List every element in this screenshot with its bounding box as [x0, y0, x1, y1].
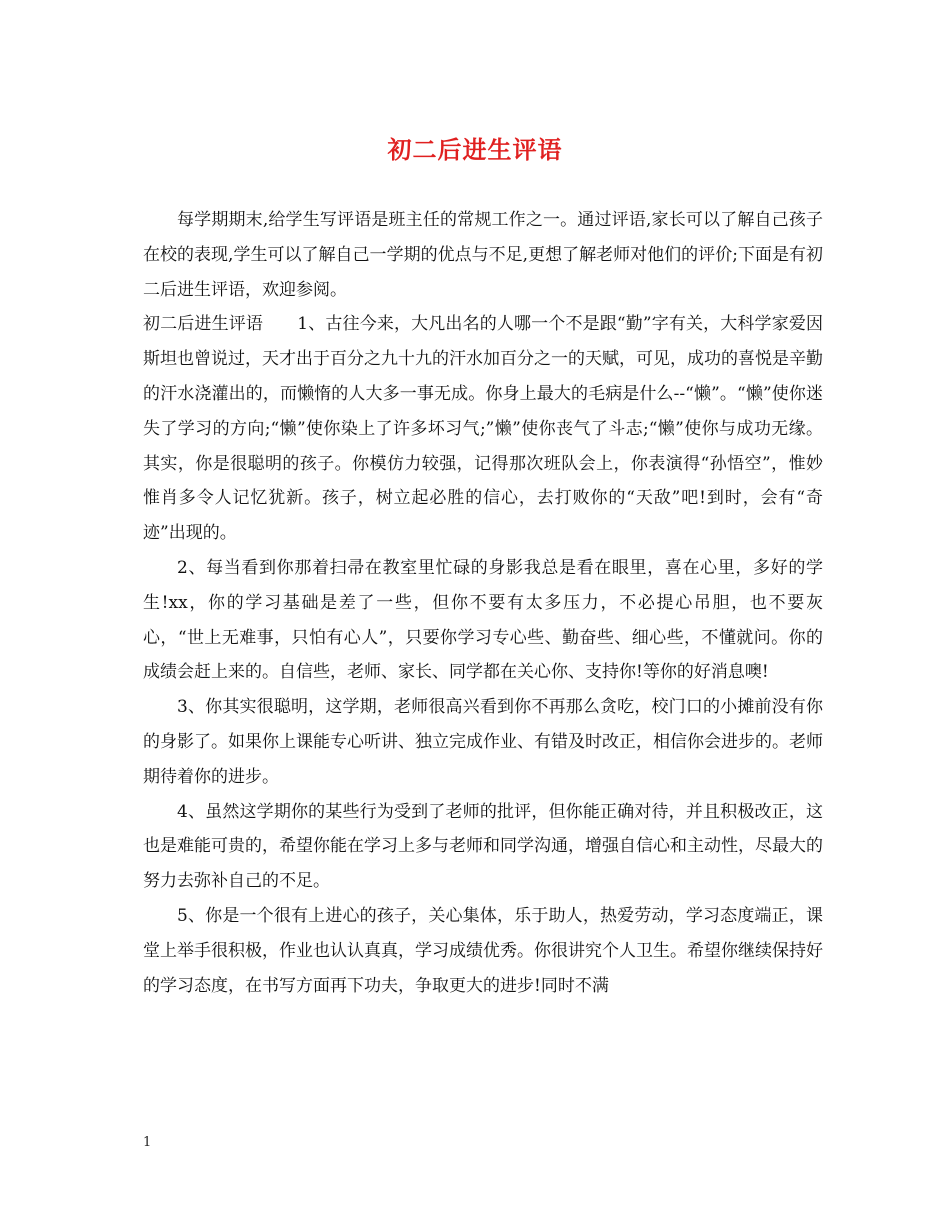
document-body	[143, 203, 823, 1003]
paragraph-comment-2: 2、每当看到你那着扫帚在教室里忙碌的身影我总是看在眼里，喜在心里，多好的学生!xx，你的学习基础是差了一些，但你不要有太多压力，不必提心吊胆，也不要灰心，“世上无难事，只怕有心人”，只要你学习专心些、勤奋些、细心些，不懂就问。你的成绩会赶上来的。自信些，老师、家长、同学都在关心你、支持你!等你的好消息噢!	[143, 557, 823, 683]
page-number: 1	[143, 1135, 152, 1150]
document-title: 初二后进生评语	[387, 135, 563, 164]
paragraph-intro: 每学期期末,给学生写评语是班主任的常规工作之一。通过评语,家长可以了解自己孩子在校的表现,学生可以了解自己一学期的优点与不足,更想了解老师对他们的评价;下面是有初二后进生评语，欢迎参阅。	[143, 210, 823, 300]
paragraph-comment-1: 初二后进生评语 1、古往今来，大凡出名的人哪一个不是跟“勤”字有关，大科学家爱因斯坦也曾说过，天才出于百分之九十九的汗水加百分之一的天赋，可见，成功的喜悦是辛勤的汗水浇灌出的，而懒惰的人大多一事无成。你身上最大的毛病是什么--“懒”。“懒”使你迷失了学习的方向;“懒”使你染上了许多坏习气;”懒”使你丧气了斗志;“懒”使你与成功无缘。其实，你是很聪明的孩子。你模仿力较强，记得那次班队会上，你表演得“孙悟空”，惟妙惟肖多令人记忆犹新。孩子，树立起必胜的信心，去打败你的“天敌”吧!到时，会有“奇迹”出现的。	[143, 314, 823, 544]
paragraph-comment-3: 3、你其实很聪明，这学期，老师很高兴看到你不再那么贪吃，校门口的小摊前没有你的身影了。如果你上课能专心听讲、独立完成作业、有错及时改正，相信你会进步的。老师期待着你的进步。	[143, 697, 823, 787]
paragraph-comment-4: 4、虽然这学期你的某些行为受到了老师的批评，但你能正确对待，并且积极改正，这也是难能可贵的，希望你能在学习上多与老师和同学沟通，增强自信心和主动性，尽最大的努力去弥补自己的不足。	[143, 801, 823, 892]
paragraph-comment-5: 5、你是一个很有上进心的孩子，关心集体，乐于助人，热爱劳动，学习态度端正，课堂上举手很积极，作业也认认真真，学习成绩优秀。你很讲究个人卫生。希望你继续保持好的学习态度，在书写方面再下功夫，争取更大的进步!同时不满	[143, 905, 823, 996]
